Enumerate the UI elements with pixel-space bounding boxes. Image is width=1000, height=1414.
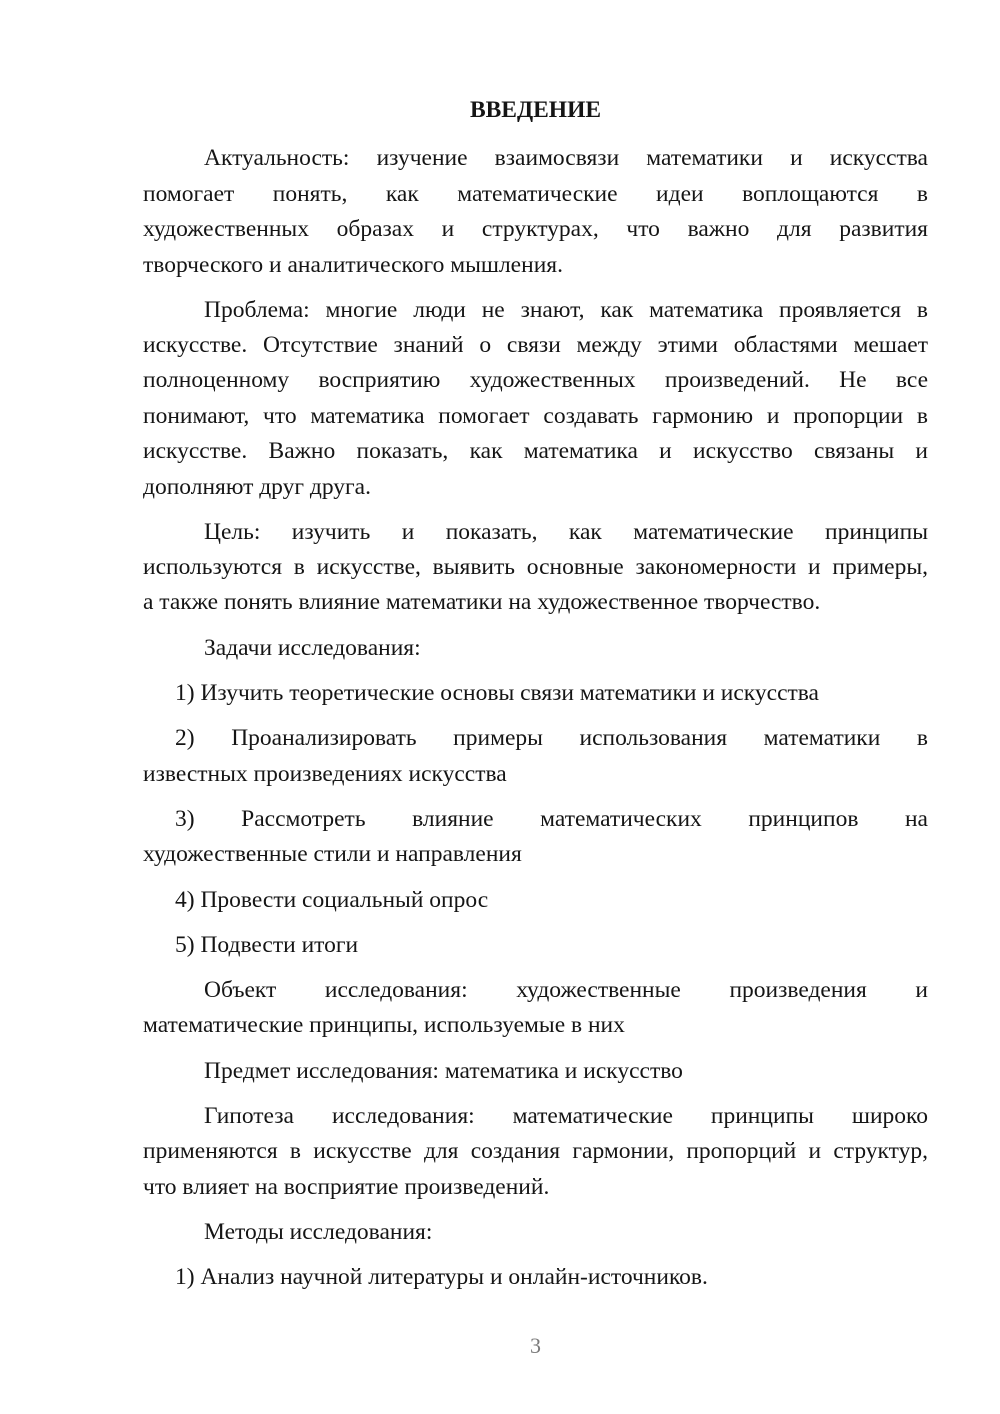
text-line: Методы исследования: <box>204 1219 433 1246</box>
text-line: применяются в искусстве для создания гармонии, пропорций и структур, <box>143 1138 928 1165</box>
task-item <box>143 721 928 792</box>
paragraph-hypothesis <box>143 1099 928 1205</box>
paragraph-subject <box>143 1054 928 1089</box>
text-line: а также понять влияние математики на художественное творчество. <box>143 589 821 616</box>
text-line: используются в искусстве, выявить основные закономерности и примеры, <box>143 554 928 581</box>
text-line: творческого и аналитического мышления. <box>143 251 563 278</box>
text-line: Гипотеза исследования: математические принципы широко <box>204 1103 928 1130</box>
page-number: 3 <box>530 1333 541 1358</box>
paragraph-relevance <box>143 141 928 282</box>
task-item <box>143 928 928 963</box>
task-item <box>143 802 928 873</box>
text-line: 1) Изучить теоретические основы связи математики и искусства <box>175 680 819 707</box>
methods-heading <box>143 1215 928 1250</box>
task-item <box>143 676 928 711</box>
text-line: что влияет на восприятие произведений. <box>143 1173 550 1200</box>
text-line: художественных образах и структурах, что важно для развития <box>143 216 928 243</box>
text-line: 1) Анализ научной литературы и онлайн-источников. <box>175 1264 708 1291</box>
text-line: Предмет исследования: математика и искусство <box>204 1057 683 1084</box>
document-body <box>143 93 928 1306</box>
text-line: Цель: изучить и показать, как математические принципы <box>204 518 928 545</box>
text-line: Проблема: многие люди не знают, как математика проявляется в <box>204 296 928 323</box>
text-line: дополняют друг друга. <box>143 473 371 500</box>
text-line: понимают, что математика помогает создавать гармонию и пропорции в <box>143 402 928 429</box>
text-line: художественные стили и направления <box>143 841 522 868</box>
text-line: 4) Провести социальный опрос <box>175 886 489 913</box>
paragraph-problem <box>143 293 928 505</box>
method-item <box>143 1260 928 1295</box>
section-title: ВВЕДЕНИЕ <box>469 96 602 123</box>
text-line: известных произведениях искусства <box>143 760 507 787</box>
task-item <box>143 883 928 918</box>
text-line: математические принципы, используемые в них <box>143 1012 625 1039</box>
text-line: Задачи исследования: <box>204 634 421 661</box>
text-line: Объект исследования: художественные произведения и <box>204 977 928 1004</box>
text-line: Актуальность: изучение взаимосвязи математики и искусства <box>204 145 928 172</box>
paragraph-object <box>143 973 928 1044</box>
text-line: 3) Рассмотреть влияние математических принципов на <box>175 805 928 832</box>
paragraph-goal <box>143 515 928 621</box>
text-line: искусстве. Важно показать, как математика и искусство связаны и <box>143 438 928 465</box>
text-line: 5) Подвести итоги <box>175 931 359 958</box>
tasks-heading <box>143 631 928 666</box>
text-line: помогает понять, как математические идеи воплощаются в <box>143 180 928 207</box>
text-line: искусстве. Отсутствие знаний о связи между этими областями мешает <box>143 332 928 359</box>
text-line: полноценному восприятию художественных произведений. Не все <box>143 367 928 394</box>
text-line: 2) Проанализировать примеры использования математики в <box>175 725 928 752</box>
